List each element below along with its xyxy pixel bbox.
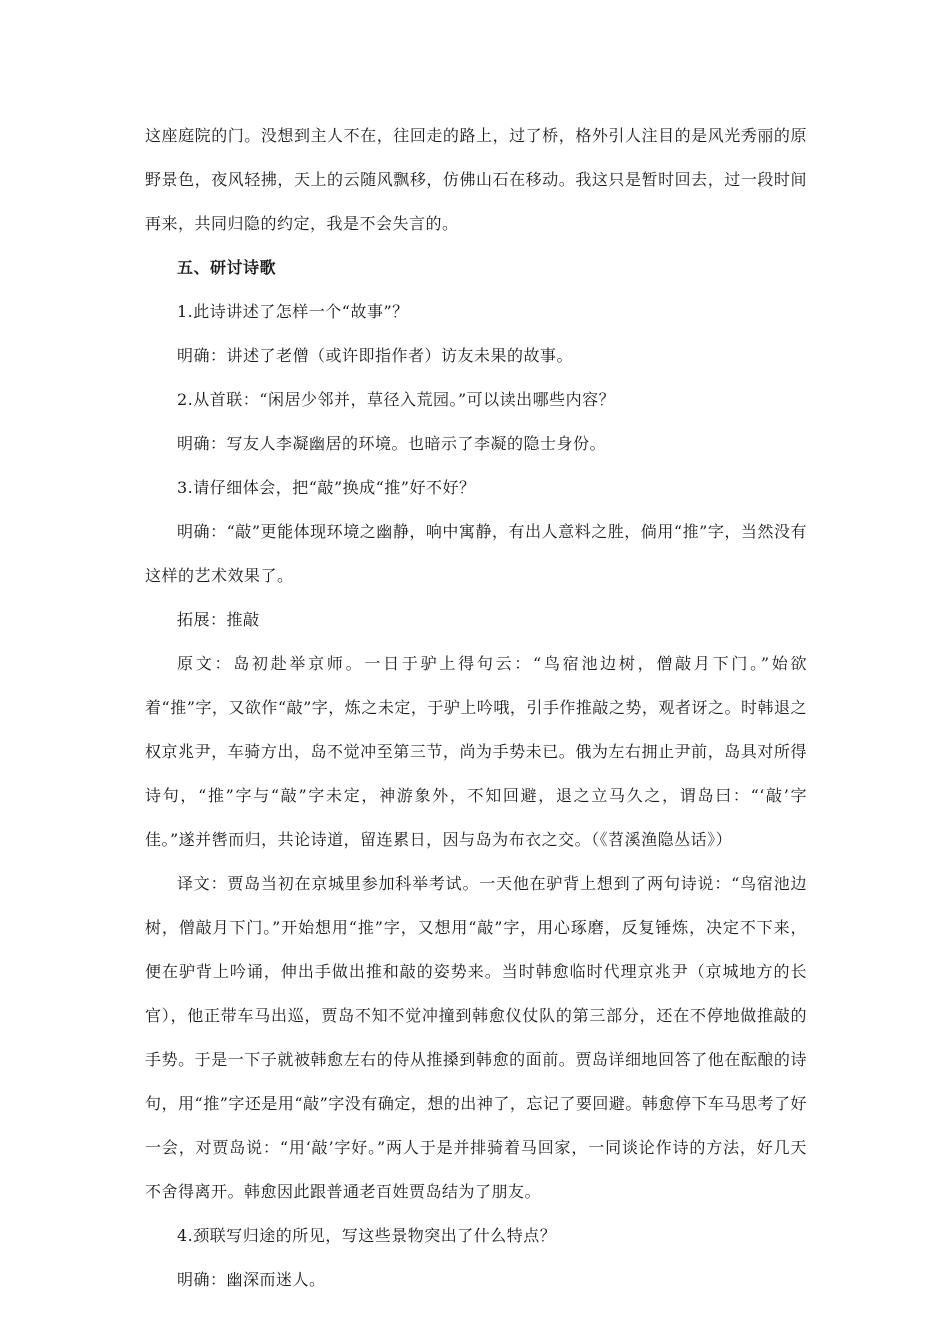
original-text: 原文：岛初赴举京师。一日于驴上得句云：“鸟宿池边树，僧敲月下门。”始欲着“推”字，又欲作“敲”字，炼之未定，于驴上吟哦，引手作推敲之势，观者讶之。时韩退之权京兆尹，车骑方出，岛不觉冲至第三节，尚为手势未已。俄为左右拥止尹前，岛具对所得诗句，“推”字与“敲”字未定，神游象外，不知回避，退之立马久之，谓岛曰：“‘敲’字佳。”遂并辔而归，共论诗道，留连累日，因与岛为布衣之交。（《苕溪渔隐丛话》） xyxy=(145,654,807,849)
question-4: 4.颈联写归途的所见，写这些景物突出了什么特点？ xyxy=(177,1226,557,1245)
question-3: 3.请仔细体会，把“敲”换成“推”好不好？ xyxy=(177,478,476,497)
answer-2: 明确：写友人李凝幽居的环境。也暗示了李凝的隐士身份。 xyxy=(177,434,607,453)
extension-title: 拓展：推敲 xyxy=(177,610,260,629)
answer-4: 明确：幽深而迷人。 xyxy=(177,1270,326,1289)
section-heading: 五、研讨诗歌 xyxy=(177,258,277,277)
answer-1: 明确：讲述了老僧（或许即指作者）访友未果的故事。 xyxy=(177,346,574,365)
question-1: 1.此诗讲述了怎样一个“故事”？ xyxy=(177,302,409,321)
question-2: 2.从首联：“闲居少邻并，草径入荒园。”可以读出哪些内容？ xyxy=(177,390,616,409)
paragraph-translation-end: 这座庭院的门。没想到主人不在，往回走的路上，过了桥，格外引人注目的是风光秀丽的原野景色，夜风轻拂，天上的云随风飘移，仿佛山石在移动。我这只是暂时回去，过一段时间再来，共同归隐的约定，我是不会失言的。 xyxy=(145,126,807,233)
answer-3: 明确：“敲”更能体现环境之幽静，响中寓静，有出人意料之胜，倘用“推”字，当然没有这样的艺术效果了。 xyxy=(145,522,807,585)
translation-text: 译文：贾岛当初在京城里参加科举考试。一天他在驴背上想到了两句诗说：“鸟宿池边树，僧敲月下门。”开始想用“推”字，又想用“敲”字，用心琢磨，反复锤炼，决定不下来，便在驴背上吟诵，伸出手做出推和敲的姿势来。当时韩愈临时代理京兆尹（京城地方的长官），他正带车马出巡，贾岛不知不觉冲撞到韩愈仪仗队的第三部分，还在不停地做推敲的手势。于是一下子就被韩愈左右的侍从推搡到韩愈的面前。贾岛详细地回答了他在酝酿的诗句，用“推”字还是用“敲”字没有确定，想的出神了，忘记了要回避。韩愈停下车马思考了好一会，对贾岛说：“用‘敲’字好。”两人于是并排骑着马回家，一同谈论作诗的方法，好几天不舍得离开。韩愈因此跟普通老百姓贾岛结为了朋友。 xyxy=(145,874,807,1201)
